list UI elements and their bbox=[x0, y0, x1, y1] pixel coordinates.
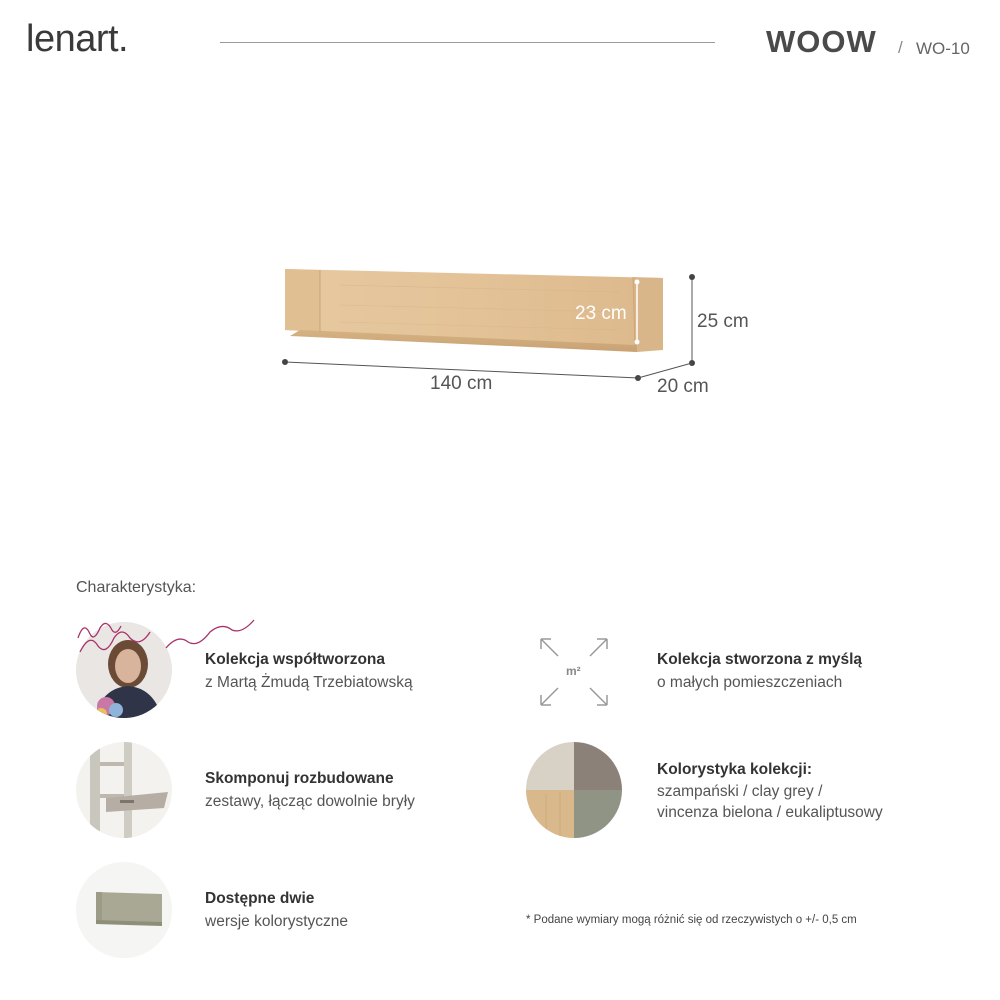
feature-title: Skomponuj rozbudowane bbox=[205, 770, 394, 787]
feature-desc: wersje kolorystyczne bbox=[205, 913, 348, 930]
feature-title: Kolekcja współtworzona bbox=[205, 651, 386, 668]
header-separator: / bbox=[898, 38, 903, 57]
feature-title: Kolekcja stworzona z myślą bbox=[657, 651, 863, 668]
model-code: WO-10 bbox=[916, 39, 970, 58]
feature-desc: z Martą Żmudą Trzebiatowską bbox=[205, 674, 413, 691]
feature-title: Dostępne dwie bbox=[205, 890, 315, 907]
inner-height-label: 23 cm bbox=[575, 303, 627, 324]
characteristics-title: Charakterystyka: bbox=[76, 579, 197, 596]
depth-label: 20 cm bbox=[657, 376, 709, 397]
m2-label: m² bbox=[566, 664, 581, 678]
feature-desc: szampański / clay grey / bbox=[657, 783, 823, 800]
dimensions-note: * Podane wymiary mogą różnić się od rzeczywistych o +/- 0,5 cm bbox=[526, 914, 857, 926]
collection-logo: WOOW bbox=[766, 24, 877, 59]
width-label: 140 cm bbox=[430, 373, 493, 394]
feature-desc: o małych pomieszczeniach bbox=[657, 674, 843, 691]
color-swatch-icon bbox=[526, 742, 622, 838]
feature-title: Kolorystyka kolekcji: bbox=[657, 761, 813, 778]
furniture-detail-photo bbox=[76, 742, 172, 838]
feature-desc: zestawy, łącząc dowolnie bryły bbox=[205, 793, 415, 810]
brand-logo: lenart. bbox=[26, 18, 129, 60]
height-label: 25 cm bbox=[697, 311, 749, 332]
m2-expand-icon bbox=[538, 636, 610, 708]
feature-desc: vincenza bielona / eukaliptusowy bbox=[657, 804, 883, 821]
shelf-variant-photo bbox=[76, 862, 172, 958]
